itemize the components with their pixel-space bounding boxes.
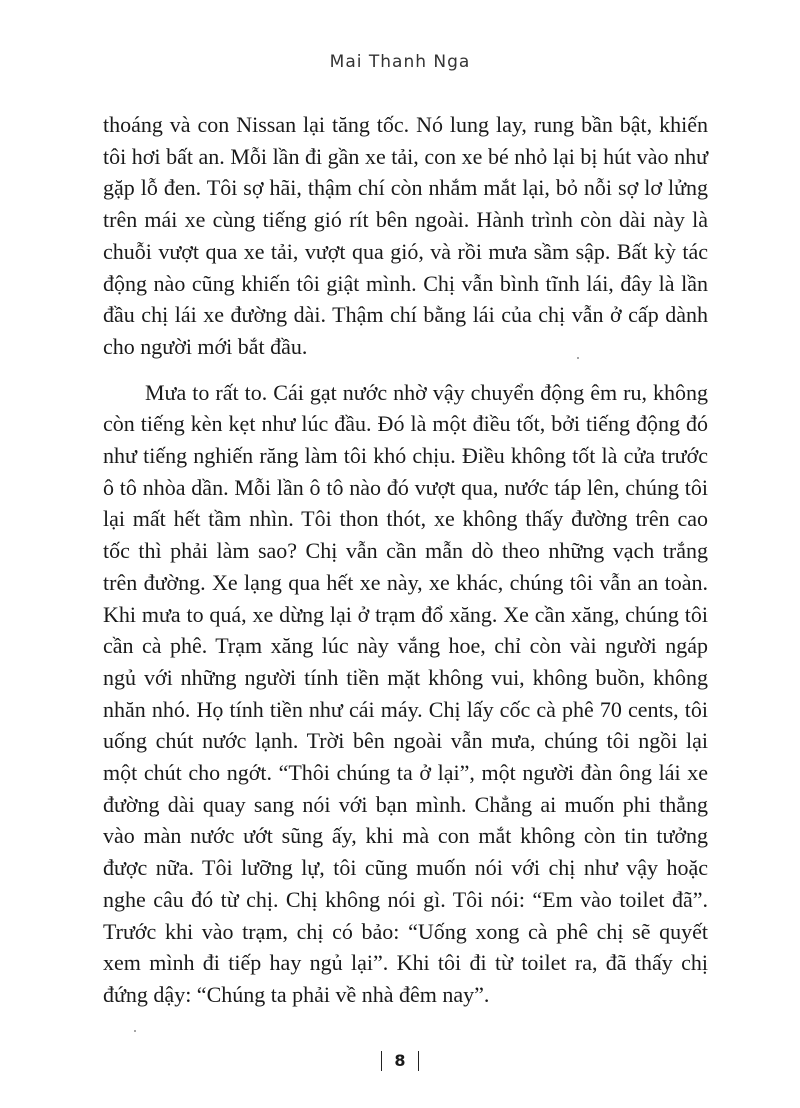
- body-text: [103, 109, 708, 1011]
- paragraph-continued: thoáng và con Nissan lại tăng tốc. Nó lung lay, rung bần bật, khiến tôi hơi bất an. Mỗi lần đi gần xe tải, con xe bé nhỏ lại bị hút vào như gặp lỗ đen. Tôi sợ hãi, thậm chí còn nhắm mắt lại, bỏ nỗi sợ lơ lửng trên mái xe cùng tiếng gió rít bên ngoài. Hành trình còn dài này là chuỗi vượt qua xe tải, vượt qua gió, và rồi mưa sầm sập. Bất kỳ tác động nào cũng khiến tôi giật mình. Chị vẫn bình tĩnh lái, đây là lần đầu chị lái xe đường dài. Thậm chí bằng lái của chị vẫn ở cấp dành cho người mới bắt đầu.: [103, 112, 708, 359]
- folio-right-rule: [418, 1051, 420, 1071]
- folio-left-rule: [381, 1051, 383, 1071]
- paragraph-rain: Mưa to rất to. Cái gạt nước nhờ vậy chuyển động êm ru, không còn tiếng kèn kẹt như lúc đầu. Đó là một điều tốt, bởi tiếng động đó như tiếng nghiến răng làm tôi khó chịu. Điều không tốt là cửa trước ô tô nhòa dần. Mỗi lần ô tô nào đó vượt qua, nước táp lên, chúng tôi lại mất hết tầm nhìn. Tôi thon thót, xe không thấy đường trên cao tốc thì phải làm sao? Chị vẫn cần mẫn dò theo những vạch trắng trên đường. Xe lạng qua hết xe này, xe khác, chúng tôi vẫn an toàn. Khi mưa to quá, xe dừng lại ở trạm đổ xăng. Xe cần xăng, chúng tôi cần cà phê. Trạm xăng lúc này vắng hoe, chỉ còn vài người ngáp ngủ với những người tính tiền mặt không vui, không buồn, không nhăn nhó. Họ tính tiền như cái máy. Chị lấy cốc cà phê 70 cents, tôi uống chút nước lạnh. Trời bên ngoài vẫn mưa, chúng tôi ngồi lại một chút cho ngớt. “Thôi chúng ta ở lại”, một người đàn ông lái xe đường dài quay sang nói với bạn mình. Chẳng ai muốn phi thẳng vào màn nước ướt sũng ấy, khi mà con mắt không còn tin tưởng được nữa. Tôi lưỡng lự, tôi cũng muốn nói với chị như vậy hoặc nghe câu đó từ chị. Chị không nói gì. Tôi nói: “Em vào toilet đã”. Trước khi vào trạm, chị có bảo: “Uống xong cà phê chị sẽ quyết xem mình đi tiếp hay ngủ lại”. Khi tôi đi từ toilet ra, đã thấy chị đứng dậy: “Chúng ta phải về nhà đêm nay”.: [103, 379, 708, 1007]
- running-head-author: Mai Thanh Nga: [329, 52, 471, 72]
- print-speck: [577, 357, 579, 359]
- page-folio: [0, 1050, 800, 1071]
- print-speck: [134, 1030, 136, 1032]
- page-number: 8: [394, 1051, 406, 1070]
